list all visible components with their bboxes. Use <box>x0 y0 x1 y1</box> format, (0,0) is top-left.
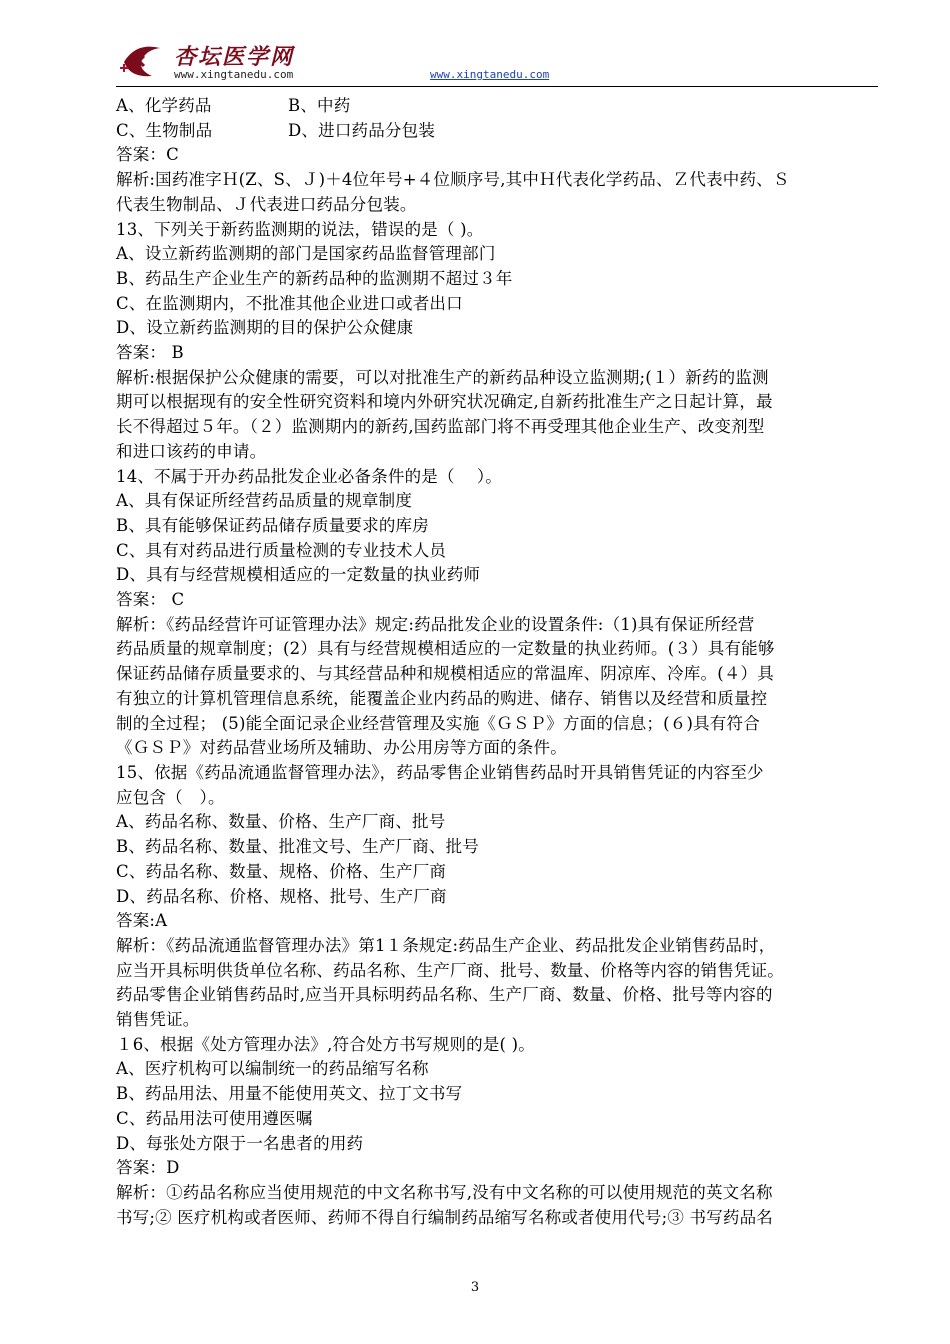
text-line: 长不得超过５年。（２）监测期内的新药,国药监部门将不再受理其他企业生产、改变剂型 <box>116 417 765 437</box>
text-line: 答案： B <box>116 343 184 363</box>
text-line: 13、下列关于新药监测期的说法，错误的是（ )。 <box>116 219 484 239</box>
text-line: １6、根据《处方管理办法》,符合处方书写规则的是( )。 <box>116 1034 535 1054</box>
text-line: 答案:A <box>116 911 168 931</box>
text-line: 药品质量的规章制度；(2）具有与经营规模相适应的一定数量的执业药师。(３）具有能够 <box>116 639 775 659</box>
option-text: D、进口药品分包装 <box>288 120 436 140</box>
logo-emblem-icon <box>116 38 172 84</box>
text-line: D、每张处方限于一名患者的用药 <box>116 1133 364 1153</box>
text-line: B、药品用法、用量不能使用英文、拉丁文书写 <box>116 1084 463 1104</box>
option-text: A、化学药品 <box>116 96 212 115</box>
text-line: 答案：D <box>116 1158 180 1178</box>
text-line: 药品零售企业销售药品时,应当开具标明药品名称、生产厂商、数量、价格、批号等内容的 <box>116 985 773 1005</box>
document-body <box>116 94 880 1230</box>
text-line: 14、不属于开办药品批发企业必备条件的是（ ）。 <box>116 466 502 486</box>
text-line: A、设立新药监测期的部门是国家药品监督管理部门 <box>116 244 496 264</box>
text-line: 解析：①药品名称应当使用规范的中文名称书写,没有中文名称的可以使用规范的英文名称 <box>116 1182 773 1202</box>
text-line: 答案： C <box>116 590 185 610</box>
text-line: A、医疗机构可以编制统一的药品缩写名称 <box>116 1059 429 1079</box>
option-row <box>116 94 880 119</box>
option-row <box>116 119 880 144</box>
text-line: B、药品名称、数量、批准文号、生产厂商、批号 <box>116 837 480 857</box>
text-line: C、药品名称、数量、规格、价格、生产厂商 <box>116 861 447 881</box>
logo-url: www.xingtanedu.com <box>174 68 294 81</box>
text-line: B、具有能够保证药品储存质量要求的库房 <box>116 515 429 535</box>
option-text: C、生物制品 <box>116 120 213 140</box>
text-line: C、药品用法可使用遵医嘱 <box>116 1108 313 1128</box>
text-line: 代表生物制品、Ｊ代表进口药品分包装。 <box>116 194 417 214</box>
text-line: 15、依据《药品流通监督管理办法》，药品零售企业销售药品时开具销售凭证的内容至少 <box>116 762 764 782</box>
text-line: D、设立新药监测期的目的保护公众健康 <box>116 318 414 338</box>
text-line: 销售凭证。 <box>116 1010 200 1030</box>
text-line: D、药品名称、价格、规格、批号、生产厂商 <box>116 886 447 906</box>
text-line: 解析：《药品经营许可证管理办法》规定:药品批发企业的设置条件:（1)具有保证所经营 <box>116 614 755 634</box>
text-line: 解析:国药准字Ｈ(Z、S、Ｊ)＋4位年号+４位顺序号,其中Ｈ代表化学药品、Ｚ代表中药、Ｓ <box>116 170 790 190</box>
text-line: A、药品名称、数量、价格、生产厂商、批号 <box>116 812 446 832</box>
text-line: 保证药品储存质量要求的、与其经营品种和规模相适应的常温库、阴凉库、冷库。(４）具 <box>116 664 774 684</box>
logo-title: 杏坛医学网 <box>174 45 295 70</box>
page-number: 3 <box>470 1280 480 1295</box>
text-line: 制的全过程； (5)能全面记录企业经营管理及实施《ＧＳＰ》方面的信息；(６)具有符合 <box>116 713 760 733</box>
option-text: B、中药 <box>288 96 351 115</box>
text-line: 应包含（ ）。 <box>116 787 225 807</box>
text-line: B、药品生产企业生产的新药品种的监测期不超过３年 <box>116 268 513 288</box>
text-line: D、具有与经营规模相适应的一定数量的执业药师 <box>116 565 481 585</box>
text-line: A、具有保证所经营药品质量的规章制度 <box>116 491 413 511</box>
text-line: 期可以根据现有的安全性研究资料和境内外研究状况确定,自新药批准生产之日起计算，最 <box>116 392 773 412</box>
text-line: 《ＧＳＰ》对药品营业场所及辅助、办公用房等方面的条件。 <box>116 738 567 758</box>
site-logo[interactable] <box>116 38 316 84</box>
text-line: 解析:根据保护公众健康的需要，可以对批准生产的新药品种设立监测期;(１）新药的监测 <box>116 367 769 387</box>
text-line: 解析：《药品流通监督管理办法》第1１条规定:药品生产企业、药品批发企业销售药品时， <box>116 935 776 955</box>
page-header <box>116 38 878 87</box>
text-line: C、在监测期内，不批准其他企业进口或者出口 <box>116 293 463 313</box>
text-line: 和进口该药的申请。 <box>116 441 267 461</box>
text-line: 应当开具标明供货单位名称、药品名称、生产厂商、批号、数量、价格等内容的销售凭证。 <box>116 960 784 980</box>
text-line: 书写;② 医疗机构或者医师、药师不得自行编制药品缩写名称或者使用代号;③ 书写药品名 <box>116 1207 774 1227</box>
text-line: 有独立的计算机管理信息系统，能覆盖企业内药品的购进、储存、销售以及经营和质量控 <box>116 688 768 708</box>
text-line: C、具有对药品进行质量检测的专业技术人员 <box>116 540 447 560</box>
text-line: 答案：C <box>116 145 179 165</box>
header-website-link[interactable]: www.xingtanedu.com <box>430 68 550 81</box>
